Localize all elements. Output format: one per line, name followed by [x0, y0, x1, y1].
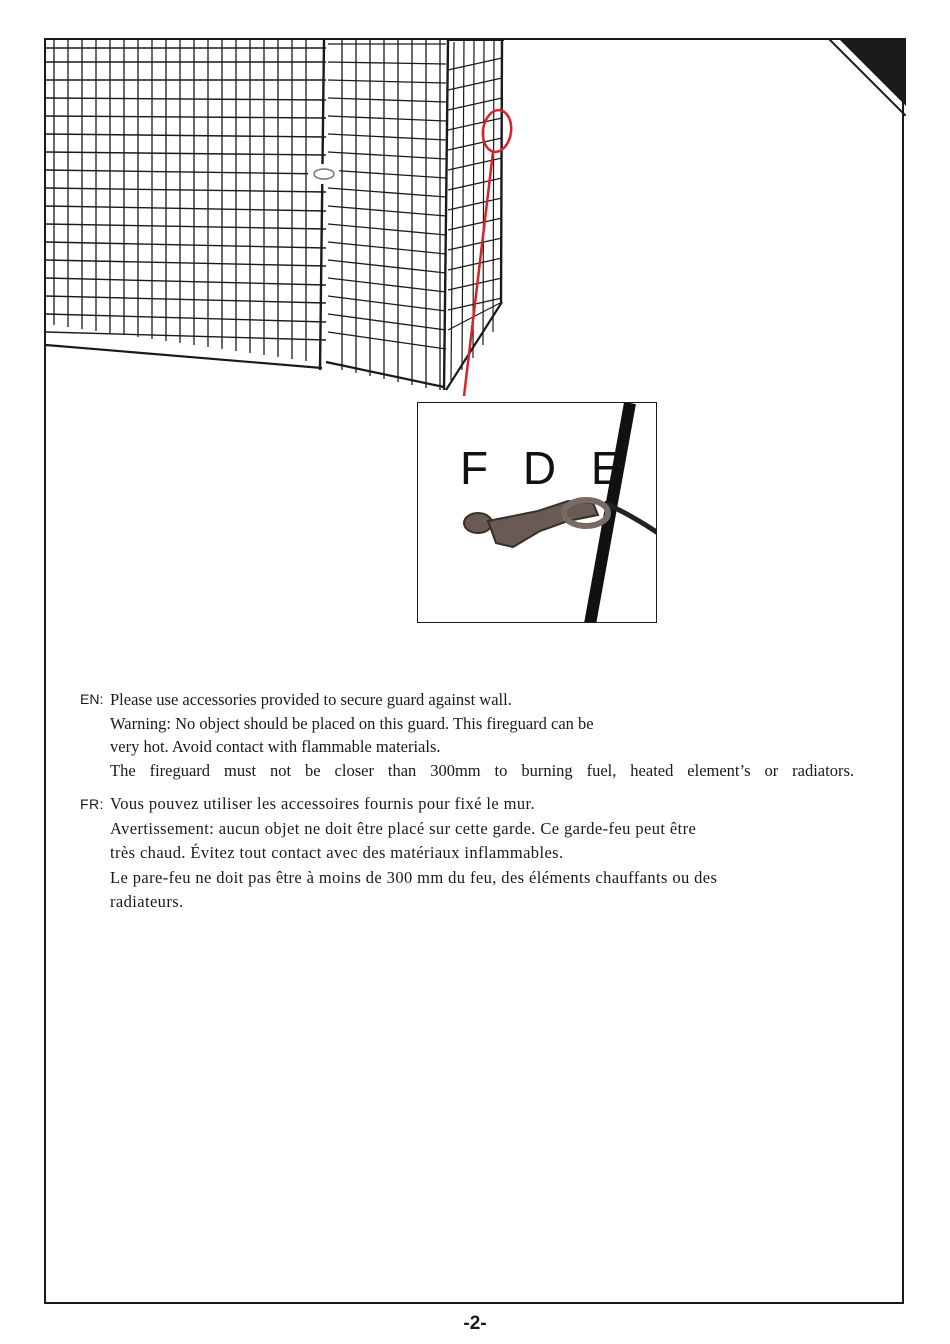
fr-line-5: radiateurs.: [110, 892, 184, 911]
fr-line-4: Le pare-feu ne doit pas être à moins de 300 mm du feu, des éléments chauffants ou des: [110, 867, 718, 887]
lang-label-en: EN:: [80, 691, 104, 707]
fr-line-2: Avertissement: aucun objet ne doit être placé sur cette garde. Ce garde-feu peut être: [110, 818, 697, 838]
fr-line-3: très chaud. Évitez tout contact avec des matériaux inflammables.: [110, 843, 564, 862]
en-line-4: The fireguard must not be closer than 300mm to burning fuel, heated element’s or radiators.: [110, 760, 854, 780]
detail-inset: [417, 402, 657, 623]
page-number: -2-: [463, 1313, 487, 1334]
fireguard-illustration: [46, 40, 506, 400]
en-line-1: Please use accessories provided to secure guard against wall.: [110, 690, 512, 709]
instructions-en: [80, 688, 870, 782]
part-label-d: D: [522, 442, 563, 494]
lang-label-fr: FR:: [80, 796, 104, 812]
fr-line-1: Vous pouvez utiliser les accessoires fournis pour fixé le mur.: [110, 794, 535, 813]
corner-tab: [828, 38, 906, 116]
part-labels: [460, 441, 638, 495]
en-line-3: very hot. Avoid contact with flammable materials.: [110, 737, 441, 756]
part-label-e: E: [590, 442, 628, 494]
clip-hook-image: [418, 403, 657, 623]
en-line-2: Warning: No object should be placed on this guard. This fireguard can be: [110, 713, 594, 733]
part-label-f: F: [460, 442, 495, 494]
instructions-fr: [80, 792, 870, 915]
